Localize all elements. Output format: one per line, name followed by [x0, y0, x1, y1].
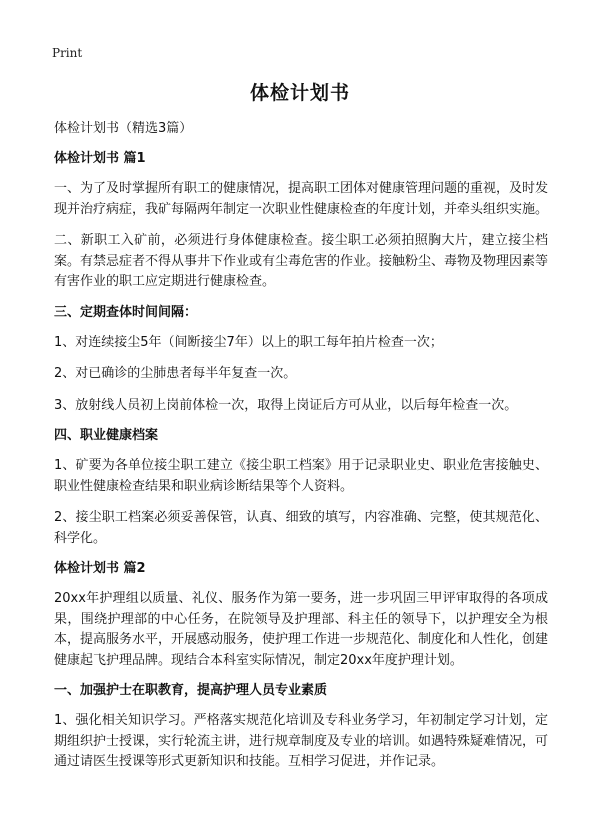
section-heading: 三、定期查体时间间隔： — [54, 304, 198, 320]
page-title: 体检计划书 — [249, 82, 350, 104]
paragraph: 一、为了及时掌握所有职工的健康情况，提高职工团体对健康管理问题的重视，及时发现并治疗病症，我矿每隔两年制定一次职业性健康检查的年度计划，并牵头组织实施。 — [54, 181, 549, 217]
list-item: 1、强化相关知识学习。严格落实规范化培训及专科业务学习，年初制定学习计划，定期组织护士授课，实行轮流主讲，进行规章制度及专业的培训。如遇特殊疑难情况，可通过请医生授课等形式更新知识和技能。互相学习促进，并作记录。 — [54, 713, 549, 769]
paragraph: 20xx年护理组以质量、礼仪、服务作为第一要务，进一步巩固三甲评审取得的各项成果，围绕护理部的中心任务，在院领导及护理部、科主任的领导下，以护理安全为根本，提高服务水平，开展感动服务，使护理工作进一步规范化、制度化和人性化，创建健康起飞护理品牌。现结合本科室实际情况，制定20xx年度护理计划。 — [54, 591, 549, 668]
list-item: 2、接尘职工档案必须妥善保管，认真、细致的填写，内容准确、完整，使其规范化、科学化。 — [54, 510, 548, 546]
list-item: 1、对连续接尘5年（间断接尘7年）以上的职工每年拍片检查一次； — [54, 334, 443, 350]
list-item: 2、对已确诊的尘肺患者每半年复查一次。 — [54, 366, 297, 381]
article-2-heading: 体检计划书 篇2 — [54, 561, 146, 576]
document-subtitle: 体检计划书（精选3篇） — [54, 121, 193, 136]
section-heading: 四、职业健康档案 — [54, 428, 159, 443]
document-body — [54, 120, 548, 784]
list-item: 1、矿要为各单位接尘职工建立《接尘职工档案》用于记录职业史、职业危害接触史、职业性健康检查结果和职业病诊断结果等个人资料。 — [54, 458, 548, 494]
section-heading: 一、加强护士在职教育，提高护理人员专业素质 — [54, 683, 328, 698]
list-item: 3、放射线人员初上岗前体检一次，取得上岗证后方可从业，以后每年检查一次。 — [54, 397, 518, 413]
print-link[interactable]: Print — [52, 46, 83, 60]
article-1-heading: 体检计划书 篇1 — [54, 151, 146, 166]
paragraph: 二、新职工入矿前，必须进行身体健康检查。接尘职工必须拍照胸大片，建立接尘档案。有禁忌症者不得从事井下作业或有尘毒危害的作业。接触粉尘、毒物及物理因素等有害作业的职工应定期进行健康检查。 — [54, 233, 549, 289]
